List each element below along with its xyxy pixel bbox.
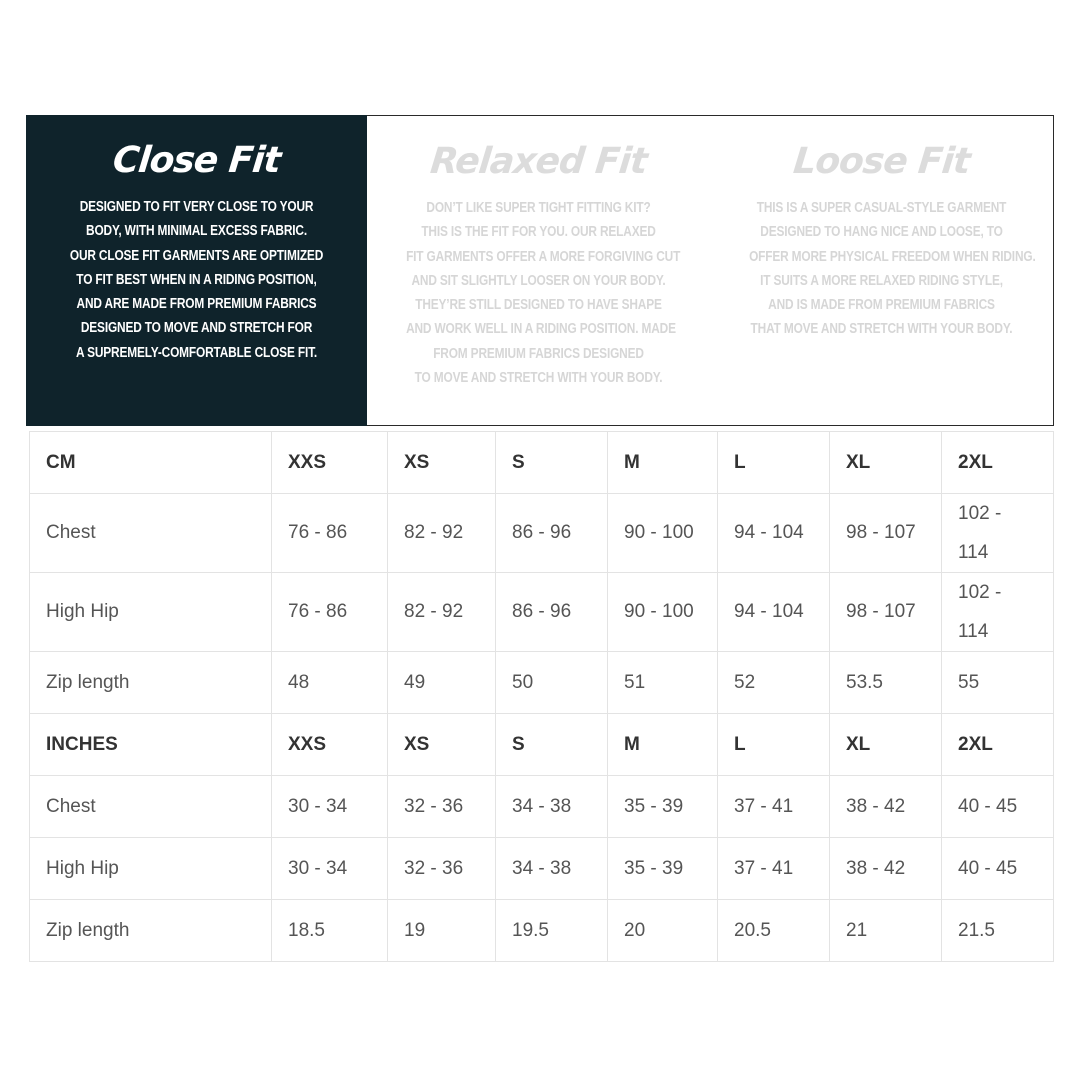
measurement-value-cell: 20.5 — [718, 900, 830, 962]
measurement-value-cell: 51 — [608, 652, 718, 714]
fit-loose-line: THAT MOVE AND STRETCH WITH YOUR BODY. — [750, 321, 1013, 338]
size-header-cell: 2XL — [942, 432, 1054, 494]
size-header-cell: XL — [830, 714, 942, 776]
measurement-value-cell: 21 — [830, 900, 942, 962]
fit-loose-line: AND IS MADE FROM PREMIUM FABRICS — [768, 297, 995, 314]
size-header-cell: M — [608, 714, 718, 776]
measurement-value-cell: 90 - 100 — [608, 573, 718, 652]
measurement-value-cell: 82 - 92 — [388, 494, 496, 573]
fit-relaxed-line: THEY’RE STILL DESIGNED TO HAVE SHAPE — [415, 297, 662, 314]
measurement-value-cell: 34 - 38 — [496, 776, 608, 838]
fit-loose-line: OFFER MORE PHYSICAL FREEDOM WHEN RIDING. — [749, 248, 1036, 265]
fit-close-line: DESIGNED TO MOVE AND STRETCH FOR — [80, 320, 313, 337]
fit-relaxed-line: THIS IS THE FIT FOR YOU. OUR RELAXED — [421, 224, 656, 241]
size-header-cell: L — [718, 714, 830, 776]
measurement-label-cell: Chest — [30, 776, 272, 838]
fit-types-panel — [26, 115, 1054, 426]
measurement-value-cell: 19.5 — [496, 900, 608, 962]
measurement-value-cell: 34 - 38 — [496, 838, 608, 900]
size-header-cell: S — [496, 714, 608, 776]
measurement-value-cell: 37 - 41 — [718, 838, 830, 900]
fit-close-line: BODY, WITH MINIMAL EXCESS FABRIC. — [86, 223, 307, 240]
measurement-label-cell: High Hip — [30, 838, 272, 900]
fit-relaxed-line: DON’T LIKE SUPER TIGHT FITTING KIT? — [426, 200, 651, 216]
measurement-value-cell: 21.5 — [942, 900, 1054, 962]
measurement-value-cell: 30 - 34 — [272, 776, 388, 838]
measurement-value-cell: 55 — [942, 652, 1054, 714]
table-header-row — [30, 432, 1054, 494]
fit-close-description — [57, 195, 337, 365]
fit-close-line: OUR CLOSE FIT GARMENTS ARE OPTIMIZED — [69, 247, 324, 264]
measurement-value-cell: 35 - 39 — [608, 776, 718, 838]
measurement-value-cell: 40 - 45 — [942, 776, 1054, 838]
fit-relaxed-line: FROM PREMIUM FABRICS DESIGNED — [433, 345, 644, 362]
wrapped-value: 102 - 114 — [958, 582, 1002, 642]
measurement-label-cell: Zip length — [30, 652, 272, 714]
fit-close-line: A SUPREMELY-COMFORTABLE CLOSE FIT. — [75, 344, 318, 361]
measurement-value-cell: 32 - 36 — [388, 776, 496, 838]
measurement-value-cell: 94 - 104 — [718, 494, 830, 573]
measurement-value-cell: 49 — [388, 652, 496, 714]
measurement-value-cell: 90 - 100 — [608, 494, 718, 573]
measurement-value-cell: 48 — [272, 652, 388, 714]
fit-relaxed-line: TO MOVE AND STRETCH WITH YOUR BODY. — [414, 370, 663, 387]
fit-loose-description — [741, 196, 1036, 342]
fit-close-column — [26, 115, 367, 426]
wrapped-value: 102 - 114 — [958, 503, 1002, 563]
size-header-cell: XS — [388, 432, 496, 494]
size-header-cell: XL — [830, 432, 942, 494]
measurement-value-cell — [942, 573, 1054, 652]
size-header-cell: XS — [388, 714, 496, 776]
fit-loose-column — [710, 116, 1053, 425]
measurement-value-cell: 82 - 92 — [388, 573, 496, 652]
measurement-value-cell: 20 — [608, 900, 718, 962]
fit-loose-title: Loose Fit — [791, 141, 972, 182]
table-row — [30, 494, 1054, 573]
measurement-value-cell: 19 — [388, 900, 496, 962]
table-row — [30, 900, 1054, 962]
measurement-value-cell: 30 - 34 — [272, 838, 388, 900]
size-header-cell: L — [718, 432, 830, 494]
measurement-value-cell: 32 - 36 — [388, 838, 496, 900]
measurement-value-cell: 38 - 42 — [830, 776, 942, 838]
fit-loose-line: IT SUITS A MORE RELAXED RIDING STYLE, — [760, 272, 1003, 289]
size-header-cell: S — [496, 432, 608, 494]
measurement-value-cell — [942, 494, 1054, 573]
size-header-cell: XXS — [272, 432, 388, 494]
measurement-value-cell: 76 - 86 — [272, 573, 388, 652]
table-row — [30, 652, 1054, 714]
size-chart-table — [29, 431, 1054, 962]
measurement-value-cell: 38 - 42 — [830, 838, 942, 900]
measurement-value-cell: 18.5 — [272, 900, 388, 962]
table-row — [30, 776, 1054, 838]
measurement-value-cell: 52 — [718, 652, 830, 714]
measurement-value-cell: 98 - 107 — [830, 494, 942, 573]
measurement-value-cell: 94 - 104 — [718, 573, 830, 652]
fit-loose-line: DESIGNED TO HANG NICE AND LOOSE, TO — [760, 224, 1003, 241]
fit-close-line: DESIGNED TO FIT VERY CLOSE TO YOUR — [79, 199, 314, 215]
fit-relaxed-line: AND SIT SLIGHTLY LOOSER ON YOUR BODY. — [411, 272, 666, 289]
fit-close-title: Close Fit — [110, 140, 283, 181]
measurement-value-cell: 50 — [496, 652, 608, 714]
size-header-cell: XXS — [272, 714, 388, 776]
fit-close-line: AND ARE MADE FROM PREMIUM FABRICS — [76, 296, 317, 313]
table-header-row — [30, 714, 1054, 776]
measurement-value-cell: 35 - 39 — [608, 838, 718, 900]
size-header-cell: 2XL — [942, 714, 1054, 776]
size-chart-body — [30, 432, 1054, 962]
table-row — [30, 573, 1054, 652]
measurement-label-cell: Chest — [30, 494, 272, 573]
measurement-value-cell: 40 - 45 — [942, 838, 1054, 900]
measurement-value-cell: 86 - 96 — [496, 494, 608, 573]
measurement-value-cell: 98 - 107 — [830, 573, 942, 652]
measurement-value-cell: 86 - 96 — [496, 573, 608, 652]
measurement-label-cell: Zip length — [30, 900, 272, 962]
fit-relaxed-title: Relaxed Fit — [428, 141, 649, 182]
fit-relaxed-line: FIT GARMENTS OFFER A MORE FORGIVING CUT — [406, 248, 681, 265]
measurement-value-cell: 76 - 86 — [272, 494, 388, 573]
fit-relaxed-description — [398, 196, 679, 390]
table-row — [30, 838, 1054, 900]
fit-relaxed-column — [367, 116, 710, 425]
fit-close-line: TO FIT BEST WHEN IN A RIDING POSITION, — [76, 271, 317, 288]
measurement-value-cell: 53.5 — [830, 652, 942, 714]
fit-loose-line: THIS IS A SUPER CASUAL-STYLE GARMENT — [756, 200, 1007, 216]
unit-label-cell: CM — [30, 432, 272, 494]
unit-label-cell: INCHES — [30, 714, 272, 776]
fit-relaxed-line: AND WORK WELL IN A RIDING POSITION. MADE — [406, 321, 676, 338]
measurement-label-cell: High Hip — [30, 573, 272, 652]
size-header-cell: M — [608, 432, 718, 494]
measurement-value-cell: 37 - 41 — [718, 776, 830, 838]
